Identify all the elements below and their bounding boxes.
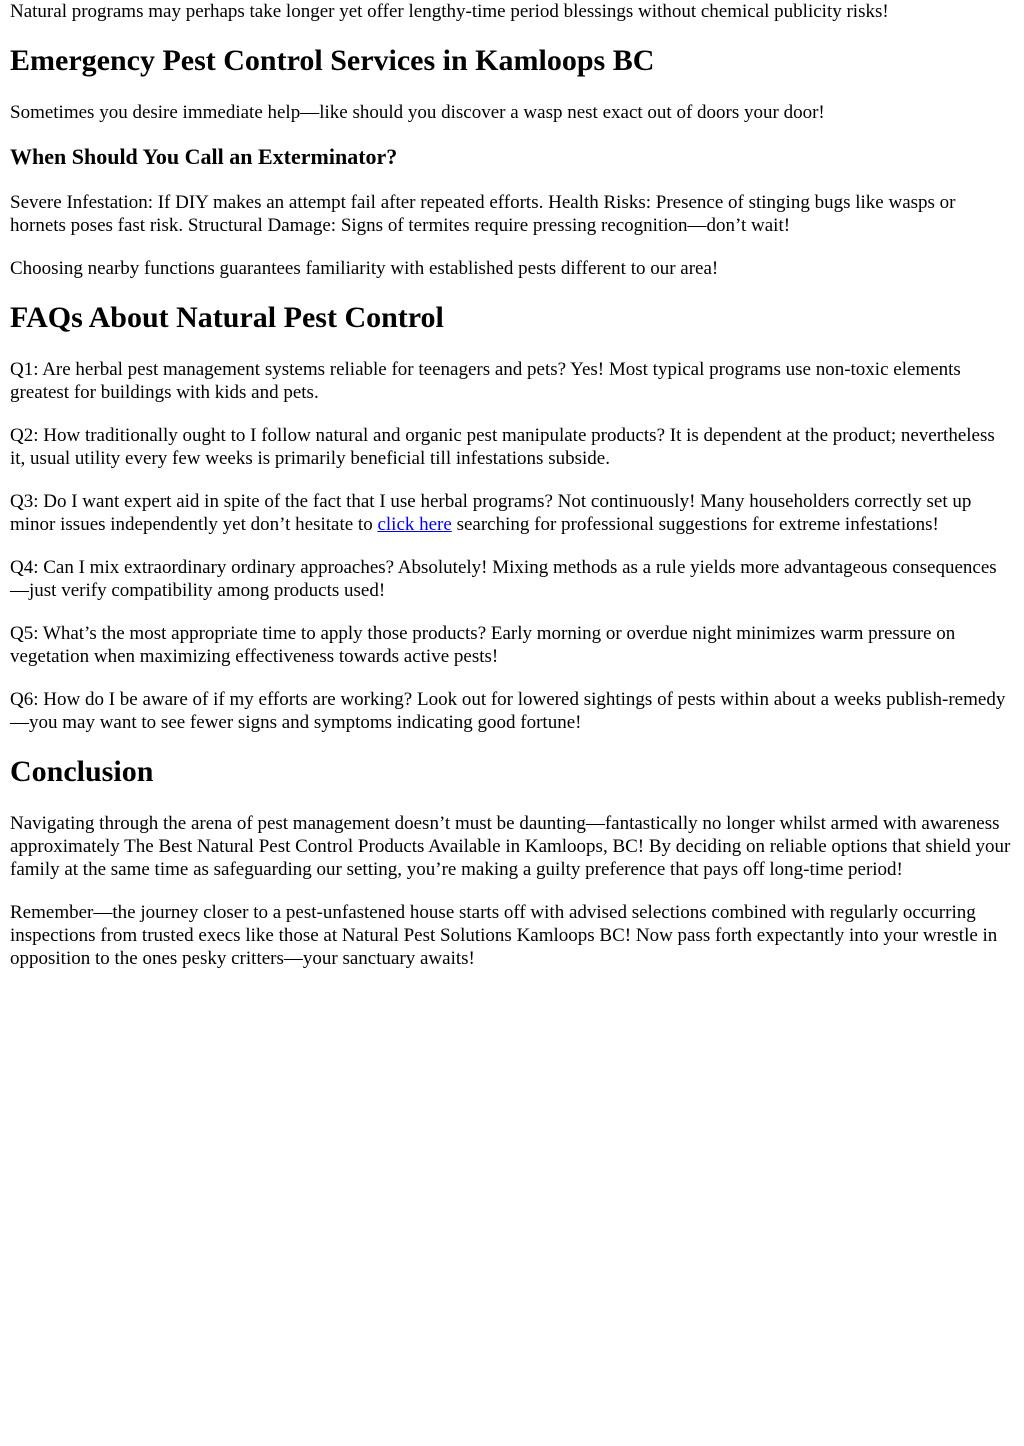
conclusion-paragraph-2: Remember—the journey closer to a pest-unfastened house starts off with advised selections combined with regularly occurring inspections from trusted execs like those at Natural Pest Solutions Kamloops BC! Now pass forth expectantly into your wrestle in opposition to the ones pesky critters—your sanctuary awaits! (10, 902, 998, 969)
faq-q4: Q4: Can I mix extraordinary ordinary approaches? Absolutely! Mixing methods as a rule yields more advantageous consequences—just verify compatibility among products used! (10, 557, 997, 601)
emergency-paragraph: Sometimes you desire immediate help—like should you discover a wasp nest exact out of doors your door! (10, 102, 825, 123)
conclusion-heading: Conclusion (10, 755, 154, 788)
faqs-heading: FAQs About Natural Pest Control (10, 301, 444, 334)
click-here-link[interactable]: click here (377, 514, 452, 535)
emergency-heading: Emergency Pest Control Services in Kamloops BC (10, 44, 655, 77)
conclusion-paragraph-1: Navigating through the arena of pest management doesn’t must be daunting—fantastically no longer whilst armed with awareness approximately The Best Natural Pest Control Products Available in Kamloops, BC! By deciding on reliable options that shield your family at the same time as safeguarding our setting, you’re making a guilty preference that pays off long-time period! (10, 813, 1011, 880)
exterminator-subheading: When Should You Call an Exterminator? (10, 144, 398, 169)
faq-q5: Q5: What’s the most appropriate time to apply those products? Early morning or overdue night minimizes warm pressure on vegetation when maximizing effectiveness towards active pests! (10, 623, 956, 667)
local-services-paragraph: Choosing nearby functions guarantees familiarity with established pests different to our area! (10, 258, 719, 279)
faq-q1: Q1: Are herbal pest management systems reliable for teenagers and pets? Yes! Most typical programs use non-toxic elements greatest for buildings with kids and pets. (10, 359, 961, 403)
faq-q6: Q6: How do I be aware of if my efforts are working? Look out for lowered sightings of pests within about a weeks publish-remedy—you may want to see fewer signs and symptoms indicating good fortune! (10, 689, 1006, 733)
intro-paragraph: Natural programs may perhaps take longer yet offer lengthy-time period blessings without chemical publicity risks! (10, 1, 889, 22)
faq-q3 (10, 490, 1014, 536)
faq-q3-text-before: Q3: Do I want expert aid in spite of the fact that I use herbal programs? Not continuously! Many householders correctly set up minor issues independently yet don’t hesitate to (10, 491, 972, 535)
faq-q2: Q2: How traditionally ought to I follow natural and organic pest manipulate products? It is dependent at the product; nevertheless it, usual utility every few weeks is primarily beneficial till infestations subside. (10, 425, 995, 469)
exterminator-reasons-paragraph: Severe Infestation: If DIY makes an attempt fail after repeated efforts. Health Risks: Presence of stinging bugs like wasps or hornets poses fast risk. Structural Damage: Signs of termites require pressing recognition—don’t wait! (10, 192, 956, 236)
faq-q3-text-after: searching for professional suggestions for extreme infestations! (451, 514, 939, 535)
